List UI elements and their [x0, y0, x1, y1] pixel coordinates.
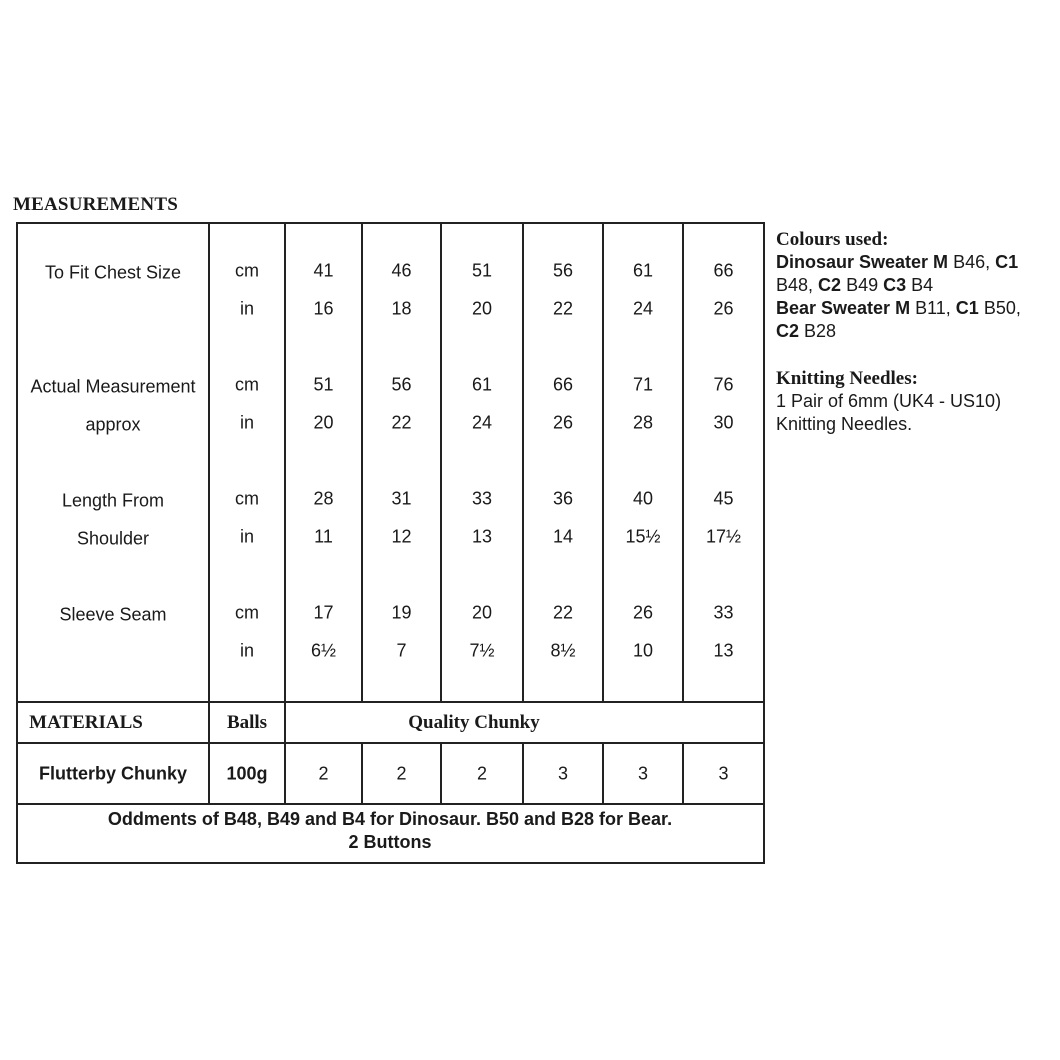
- value-cm: 51: [313, 374, 334, 395]
- value-cm: 71: [632, 374, 654, 395]
- value-in: 24: [632, 298, 654, 319]
- unit-in: in: [239, 526, 255, 547]
- value-in: 6½: [310, 640, 337, 661]
- balls-header: Balls: [226, 711, 268, 733]
- table-rule: [284, 701, 286, 742]
- value-in: 30: [713, 412, 734, 433]
- value-in: 26: [552, 412, 574, 433]
- table-rule: [522, 742, 524, 803]
- table-rule: [440, 222, 442, 701]
- row-label: To Fit Chest Size: [44, 262, 182, 283]
- table-rule: [16, 742, 765, 744]
- needles-line-2: Knitting Needles.: [776, 414, 913, 434]
- table-rule: [361, 742, 363, 803]
- value-cm: 56: [391, 374, 412, 395]
- value-cm: 20: [471, 602, 493, 623]
- value-cm: 66: [552, 374, 574, 395]
- value-in: 13: [713, 640, 734, 661]
- ball-count: 2: [396, 763, 407, 783]
- value-cm: 51: [471, 260, 493, 281]
- bear-colours: Bear Sweater M B11, C1 B50, C2 B28: [776, 298, 1021, 341]
- table-rule: [16, 222, 765, 224]
- colours-heading: Colours used:: [776, 229, 889, 250]
- value-in: 20: [313, 412, 334, 433]
- table-rule: [16, 222, 18, 864]
- yarn-name: Flutterby Chunky: [38, 763, 188, 783]
- value-in: 20: [471, 298, 493, 319]
- value-cm: 31: [391, 488, 412, 509]
- value-cm: 61: [632, 260, 654, 281]
- table-rule: [602, 222, 604, 701]
- unit-cm: cm: [235, 374, 259, 395]
- table-rule: [16, 862, 765, 864]
- value-cm: 61: [471, 374, 493, 395]
- value-cm: 36: [552, 488, 574, 509]
- table-rule: [284, 742, 286, 803]
- row-label: Length From: [61, 490, 165, 511]
- value-in: 16: [313, 298, 334, 319]
- yarn-weight: 100g: [226, 763, 268, 783]
- table-rule: [208, 742, 210, 803]
- table-rule: [522, 222, 524, 701]
- value-cm: 76: [713, 374, 734, 395]
- dinosaur-colours: Dinosaur Sweater M B46, C1 B48, C2 B49 C3 B4: [776, 252, 1019, 295]
- table-rule: [763, 222, 765, 864]
- ball-count: 3: [637, 763, 649, 783]
- footer-note: [16, 808, 764, 854]
- value-in: 7: [396, 640, 407, 661]
- value-in: 24: [471, 412, 493, 433]
- value-in: 13: [471, 526, 493, 547]
- unit-cm: cm: [235, 488, 259, 509]
- quality-label: Quality Chunky: [408, 711, 540, 733]
- value-in: 28: [632, 412, 654, 433]
- row-label: Shoulder: [76, 528, 150, 549]
- table-rule: [208, 701, 210, 742]
- needles-heading: Knitting Needles:: [776, 368, 918, 389]
- table-rule: [284, 222, 286, 701]
- value-cm: 22: [552, 602, 574, 623]
- value-cm: 19: [391, 602, 412, 623]
- table-rule: [208, 222, 210, 701]
- value-in: 10: [632, 640, 654, 661]
- value-cm: 41: [313, 260, 334, 281]
- value-in: 15½: [625, 526, 661, 547]
- value-in: 14: [552, 526, 574, 547]
- value-cm: 33: [713, 602, 734, 623]
- materials-header: MATERIALS: [29, 711, 143, 733]
- unit-cm: cm: [235, 260, 259, 281]
- value-in: 22: [552, 298, 574, 319]
- row-label: approx: [85, 414, 141, 435]
- measurements-heading: MEASUREMENTS: [13, 194, 178, 215]
- value-cm: 17: [313, 602, 334, 623]
- unit-in: in: [239, 640, 255, 661]
- table-rule: [682, 742, 684, 803]
- value-in: 22: [391, 412, 412, 433]
- ball-count: 3: [557, 763, 569, 783]
- value-cm: 45: [713, 488, 734, 509]
- row-label: Sleeve Seam: [59, 604, 167, 625]
- table-rule: [682, 222, 684, 701]
- row-label: Actual Measurement: [30, 376, 196, 397]
- unit-in: in: [239, 412, 255, 433]
- unit-in: in: [239, 298, 255, 319]
- side-info: [776, 228, 1056, 436]
- ball-count: 2: [318, 763, 329, 783]
- buttons-note: 2 Buttons: [348, 832, 432, 852]
- value-in: 7½: [469, 640, 495, 661]
- needles-line-1: 1 Pair of 6mm (UK4 - US10): [776, 391, 1002, 411]
- value-in: 17½: [705, 526, 742, 547]
- value-in: 12: [391, 526, 412, 547]
- table-rule: [440, 742, 442, 803]
- table-rule: [361, 222, 363, 701]
- unit-cm: cm: [235, 602, 259, 623]
- value-cm: 33: [471, 488, 493, 509]
- value-cm: 66: [713, 260, 734, 281]
- table-rule: [602, 742, 604, 803]
- value-cm: 46: [391, 260, 412, 281]
- value-in: 26: [713, 298, 734, 319]
- ball-count: 3: [718, 763, 729, 783]
- table-rule: [16, 803, 765, 805]
- value-in: 11: [314, 526, 333, 547]
- value-cm: 26: [632, 602, 654, 623]
- value-cm: 56: [552, 260, 574, 281]
- value-in: 8½: [550, 640, 576, 661]
- table-rule: [16, 701, 765, 703]
- value-cm: 40: [632, 488, 654, 509]
- ball-count: 2: [476, 763, 488, 783]
- value-in: 18: [391, 298, 412, 319]
- value-cm: 28: [313, 488, 334, 509]
- oddments-note: Oddments of B48, B49 and B4 for Dinosaur. B50 and B28 for Bear.: [107, 809, 673, 829]
